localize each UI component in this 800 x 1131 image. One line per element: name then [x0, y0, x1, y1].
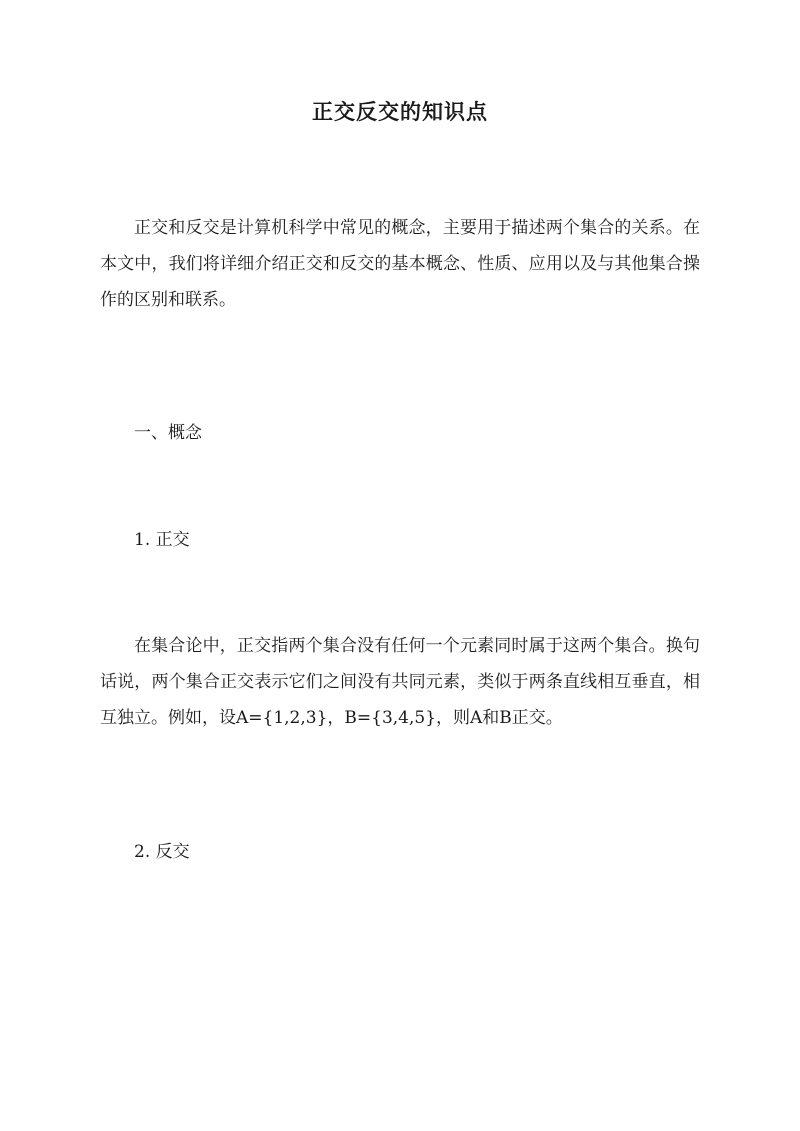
intro-paragraph: 正交和反交是计算机科学中常见的概念，主要用于描述两个集合的关系。在本文中，我们将详细介绍正交和反交的基本概念、性质、应用以及与其他集合操作的区别和联系。 [100, 218, 700, 310]
section-heading-concepts: 一、概念 [134, 423, 202, 443]
orthogonal-paragraph: 在集合论中，正交指两个集合没有任何一个元素同时属于这两个集合。换句话说，两个集合正交表示它们之间没有共同元素，类似于两条直线相互垂直，相互独立。例如，设A={1,2,3}，B={3,4,5}，则A和B正交。 [100, 636, 700, 728]
subsection-heading-reverse: 2. 反交 [134, 842, 190, 862]
document-title: 正交反交的知识点 [312, 99, 488, 124]
subsection-heading-orthogonal: 1. 正交 [134, 530, 190, 550]
